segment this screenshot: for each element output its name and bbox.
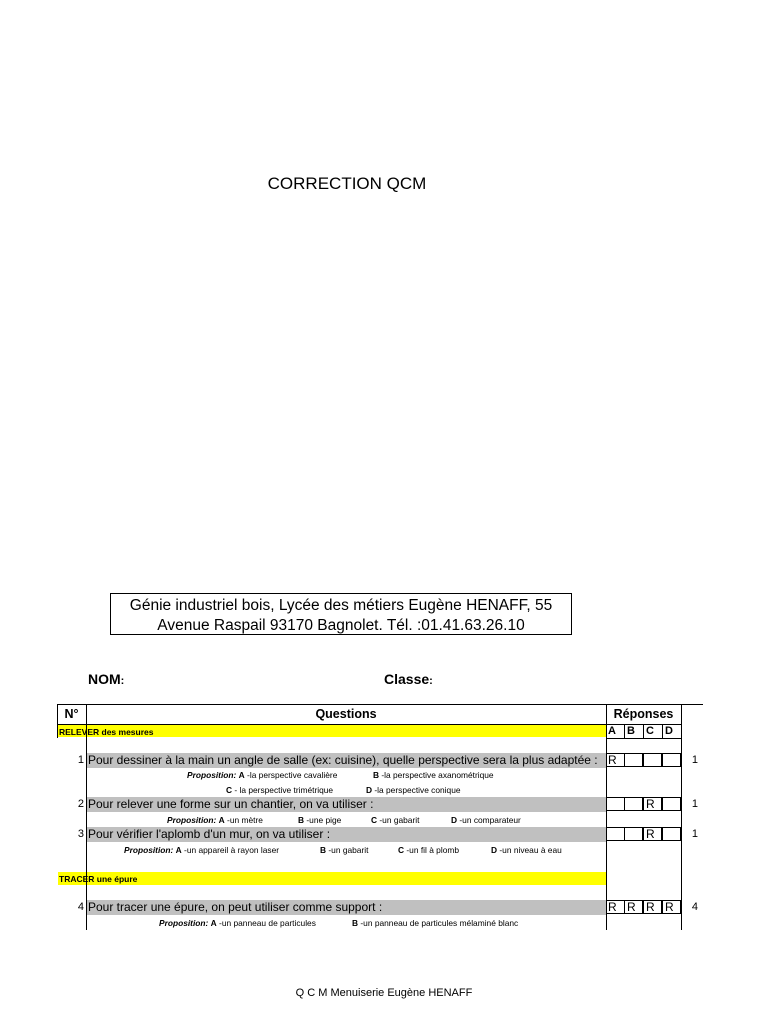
proposition-line: D -un comparateur [451,815,521,825]
header-num: N° [64,707,79,721]
question-number: 2 [77,798,84,810]
section-band-tracer [58,872,606,885]
table-rule [606,738,681,739]
answer-letter-a: A [608,725,616,737]
proposition-line: C -un gabarit [371,815,420,825]
proposition-line: B -un gabarit [320,845,369,855]
nom-field-label: NOM: [88,671,125,687]
proposition-line: B -un panneau de particules mélaminé blanc [352,918,519,928]
answer-box-b [624,797,643,811]
question-text: Pour vérifier l'aplomb d'un mur, on va utiliser : [88,827,331,841]
question-score: 1 [691,828,698,840]
answer-mark: R [646,797,655,811]
header-reponses: Réponses [613,707,674,721]
answer-box-a [606,797,625,811]
table-rule [624,724,625,738]
classe-field-label: Classe: [384,671,433,687]
answer-mark: R [646,827,655,841]
proposition-line: B -une pige [298,815,342,825]
answer-box-b [624,753,643,767]
school-line-1: Génie industriel bois, Lycée des métiers Eugène HENAFF, 55 [129,597,553,614]
table-rule [86,704,87,930]
proposition-line: Proposition: A -un mètre [167,815,263,825]
answer-box-c [643,753,662,767]
question-number: 3 [77,828,84,840]
proposition-line: D -la perspective conique [366,785,461,795]
school-line-2: Avenue Raspail 93170 Bagnolet. Tél. :01.41.63.26.10 [157,617,525,634]
page-footer: Q C M Menuiserie Eugène HENAFF [295,987,473,999]
proposition-line: Proposition: A -un appareil à rayon laser [124,845,280,855]
table-rule [57,724,681,725]
proposition-line: C -un fil à plomb [398,845,459,855]
proposition-line: B -la perspective axanométrique [373,770,494,780]
table-rule [643,724,644,738]
answer-letter-b: B [627,725,635,737]
proposition-line: C - la perspective trimétrique [226,785,334,795]
question-number: 4 [77,901,84,913]
answer-letter-d: D [665,725,673,737]
question-text: Pour tracer une épure, on peut utiliser comme support : [88,900,383,914]
table-rule [681,704,682,930]
answer-mark: R [608,900,617,914]
question-score: 1 [691,754,698,766]
school-address-box [110,593,572,635]
answer-mark: R [646,900,655,914]
proposition-line: D -un niveau à eau [491,845,562,855]
answer-mark: R [665,900,674,914]
table-rule [606,704,607,930]
answer-letter-c: C [646,725,654,737]
answer-box-a [606,827,625,841]
section-title-relever: RELEVER des mesures [59,727,154,737]
page-title: CORRECTION QCM [267,174,427,193]
answer-mark: R [627,900,636,914]
answer-box-b [624,827,643,841]
section-title-tracer: TRACER une épure [59,874,138,884]
answer-box-d [662,797,681,811]
question-text: Pour dessiner à la main un angle de salle (ex: cuisine), quelle perspective sera la plus adaptée : [88,753,598,767]
question-score: 1 [691,798,698,810]
proposition-line: Proposition: A -la perspective cavalière [187,770,338,780]
table-rule [662,724,663,738]
answer-box-d [662,827,681,841]
question-score: 4 [691,901,698,913]
proposition-line: Proposition: A -un panneau de particules [159,918,316,928]
question-text: Pour relever une forme sur un chantier, on va utiliser : [88,797,374,811]
answer-mark: R [608,753,617,767]
question-number: 1 [77,754,84,766]
header-questions: Questions [315,707,377,721]
answer-box-d [662,753,681,767]
